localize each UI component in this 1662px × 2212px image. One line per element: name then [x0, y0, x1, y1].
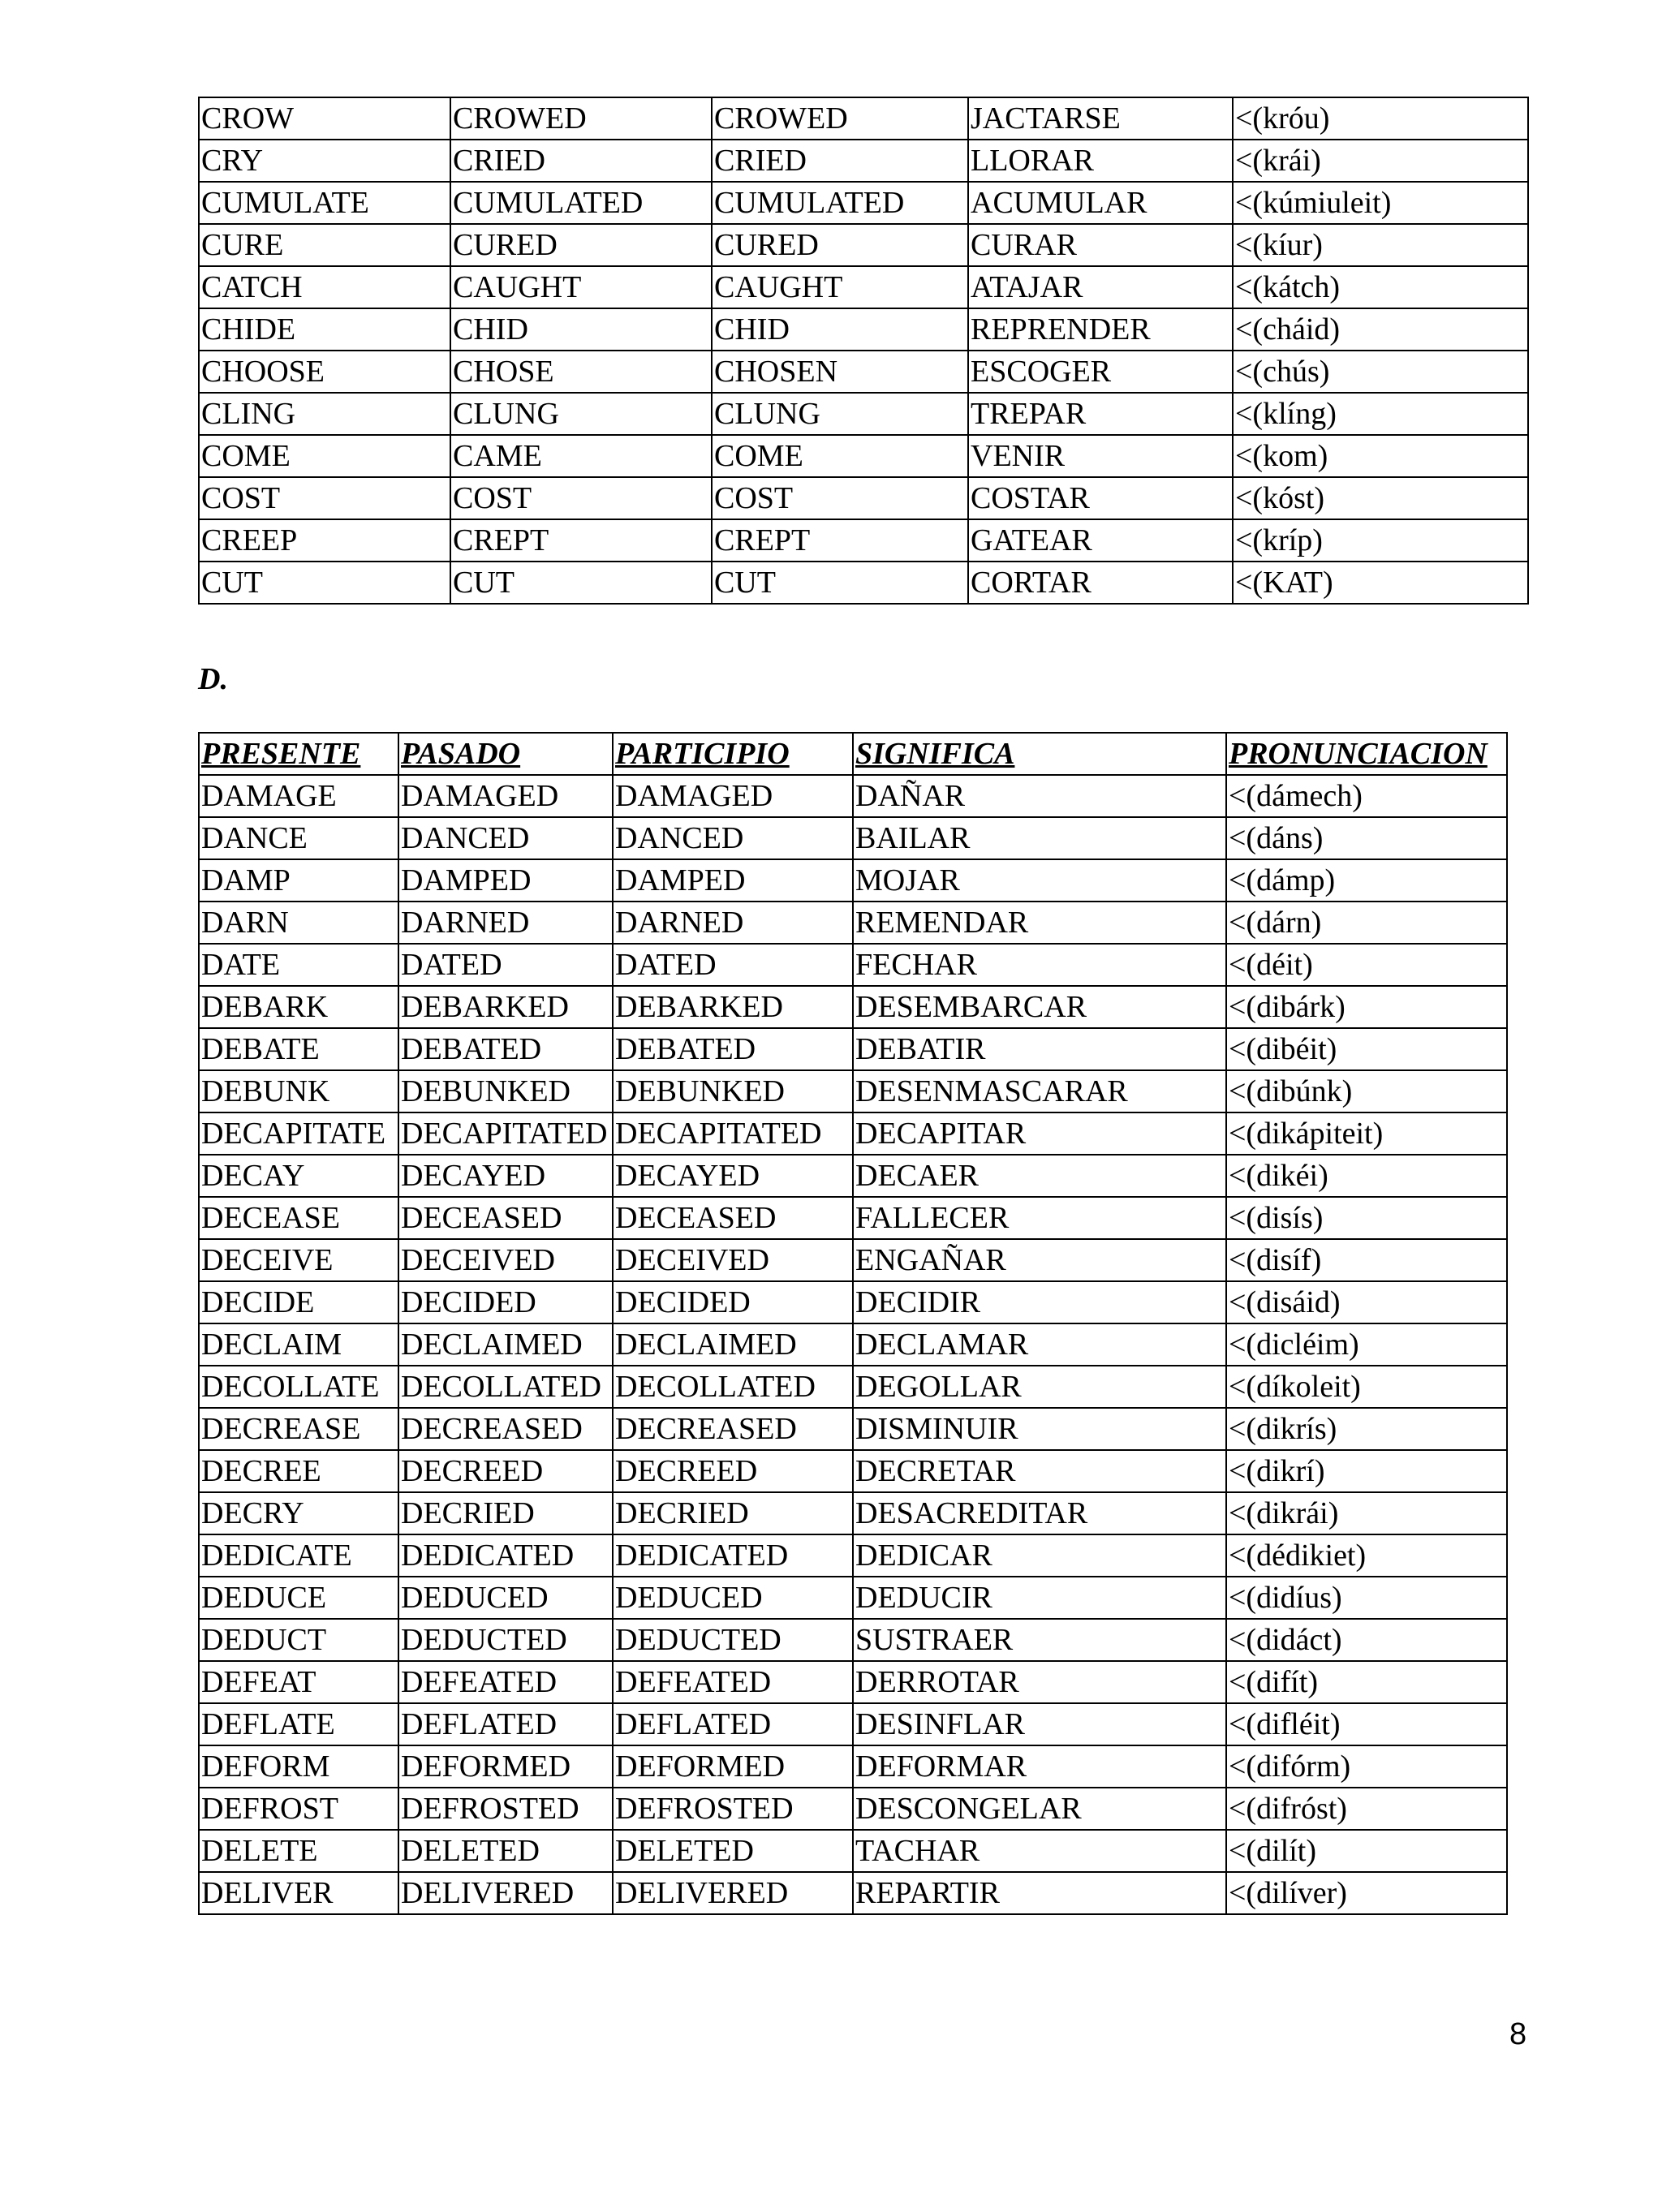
pronunciacion-cell: <(KAT): [1233, 562, 1528, 604]
significa-cell: VENIR: [968, 435, 1233, 477]
participio-cell: DECLAIMED: [613, 1323, 853, 1366]
participio-cell: COST: [712, 477, 968, 519]
table-row: [199, 1281, 1507, 1323]
presente-cell: DECLAIM: [199, 1323, 398, 1366]
pasado-cell: DEDUCED: [398, 1577, 613, 1619]
presente-cell: CURE: [199, 224, 450, 266]
participio-cell: DAMAGED: [613, 775, 853, 817]
presente-cell: COST: [199, 477, 450, 519]
participio-cell: CLUNG: [712, 393, 968, 435]
table-row: [199, 351, 1528, 393]
table-row: [199, 775, 1507, 817]
pronunciacion-cell: <(kom): [1233, 435, 1528, 477]
pronunciacion-cell: <(dámech): [1226, 775, 1507, 817]
pasado-cell: DEBATED: [398, 1028, 613, 1070]
table-row: [199, 1070, 1507, 1112]
participio-cell: DECREED: [613, 1450, 853, 1492]
participio-cell: CROWED: [712, 97, 968, 140]
significa-cell: DESEMBARCAR: [853, 986, 1226, 1028]
participio-cell: COME: [712, 435, 968, 477]
table-row: [199, 1830, 1507, 1872]
table-row: [199, 140, 1528, 182]
pronunciacion-cell: <(díkoleit): [1226, 1366, 1507, 1408]
table-row: [199, 519, 1528, 562]
pasado-cell: DEFEATED: [398, 1661, 613, 1703]
presente-cell: DEBUNK: [199, 1070, 398, 1112]
table-row: [199, 1788, 1507, 1830]
pronunciacion-cell: <(dárn): [1226, 902, 1507, 944]
significa-cell: DERROTAR: [853, 1661, 1226, 1703]
significa-cell: BAILAR: [853, 817, 1226, 859]
pronunciacion-cell: <(cháid): [1233, 308, 1528, 351]
pronunciacion-cell: <(dicléim): [1226, 1323, 1507, 1366]
table-row: [199, 1619, 1507, 1661]
significa-cell: TACHAR: [853, 1830, 1226, 1872]
pasado-cell: CURED: [450, 224, 712, 266]
table-row: [199, 944, 1507, 986]
pronunciacion-cell: <(dikrái): [1226, 1492, 1507, 1534]
table-row: [199, 393, 1528, 435]
participio-cell: DANCED: [613, 817, 853, 859]
significa-cell: TREPAR: [968, 393, 1233, 435]
presente-cell: DECOLLATE: [199, 1366, 398, 1408]
pasado-cell: CREPT: [450, 519, 712, 562]
significa-cell: SUSTRAER: [853, 1619, 1226, 1661]
presente-cell: CREEP: [199, 519, 450, 562]
presente-cell: CROW: [199, 97, 450, 140]
table-row: [199, 1534, 1507, 1577]
pasado-cell: CROWED: [450, 97, 712, 140]
presente-cell: DAMP: [199, 859, 398, 902]
table-row: [199, 1450, 1507, 1492]
pasado-cell: DECRIED: [398, 1492, 613, 1534]
table-row: [199, 1323, 1507, 1366]
presente-cell: CRY: [199, 140, 450, 182]
pronunciacion-cell: <(dilíver): [1226, 1872, 1507, 1914]
page-number: 8: [1509, 2017, 1527, 2051]
pronunciacion-cell: <(dédikiet): [1226, 1534, 1507, 1577]
significa-cell: REPRENDER: [968, 308, 1233, 351]
participio-cell: DEFEATED: [613, 1661, 853, 1703]
presente-cell: DECEIVE: [199, 1239, 398, 1281]
table-row: [199, 1112, 1507, 1155]
header-participio: PARTICIPIO: [613, 733, 853, 775]
pasado-cell: DECLAIMED: [398, 1323, 613, 1366]
presente-cell: DECIDE: [199, 1281, 398, 1323]
participio-cell: CUT: [712, 562, 968, 604]
presente-cell: DECAY: [199, 1155, 398, 1197]
presente-cell: COME: [199, 435, 450, 477]
table-row: [199, 902, 1507, 944]
table-row: [199, 182, 1528, 224]
pasado-cell: DEDICATED: [398, 1534, 613, 1577]
pasado-cell: DELIVERED: [398, 1872, 613, 1914]
presente-cell: CHIDE: [199, 308, 450, 351]
significa-cell: DECAER: [853, 1155, 1226, 1197]
presente-cell: DANCE: [199, 817, 398, 859]
pasado-cell: DECREED: [398, 1450, 613, 1492]
pronunciacion-cell: <(chús): [1233, 351, 1528, 393]
participio-cell: DECAYED: [613, 1155, 853, 1197]
pronunciacion-cell: <(dámp): [1226, 859, 1507, 902]
pasado-cell: CLUNG: [450, 393, 712, 435]
table-row: [199, 224, 1528, 266]
presente-cell: DAMAGE: [199, 775, 398, 817]
significa-cell: DEGOLLAR: [853, 1366, 1226, 1408]
significa-cell: CORTAR: [968, 562, 1233, 604]
pronunciacion-cell: <(disíf): [1226, 1239, 1507, 1281]
presente-cell: DECREASE: [199, 1408, 398, 1450]
section-label-d: D.: [198, 662, 228, 696]
pasado-cell: CRIED: [450, 140, 712, 182]
table-row: [199, 1703, 1507, 1745]
significa-cell: LLORAR: [968, 140, 1233, 182]
presente-cell: DEFORM: [199, 1745, 398, 1788]
pasado-cell: DECAPITATED: [398, 1112, 613, 1155]
pasado-cell: DELETED: [398, 1830, 613, 1872]
pronunciacion-cell: <(dikrí): [1226, 1450, 1507, 1492]
significa-cell: FALLECER: [853, 1197, 1226, 1239]
participio-cell: DATED: [613, 944, 853, 986]
pasado-cell: DEFLATED: [398, 1703, 613, 1745]
participio-cell: DEBARKED: [613, 986, 853, 1028]
participio-cell: CUMULATED: [712, 182, 968, 224]
significa-cell: DEBATIR: [853, 1028, 1226, 1070]
pronunciacion-cell: <(dáns): [1226, 817, 1507, 859]
participio-cell: DELIVERED: [613, 1872, 853, 1914]
participio-cell: DECEIVED: [613, 1239, 853, 1281]
participio-cell: DECRIED: [613, 1492, 853, 1534]
table-row: [199, 562, 1528, 604]
pronunciacion-cell: <(difórm): [1226, 1745, 1507, 1788]
pasado-cell: DARNED: [398, 902, 613, 944]
table-row: [199, 859, 1507, 902]
table-row: [199, 97, 1528, 140]
participio-cell: DECOLLATED: [613, 1366, 853, 1408]
participio-cell: DARNED: [613, 902, 853, 944]
header-pronunciacion: PRONUNCIACION: [1226, 733, 1507, 775]
pronunciacion-cell: <(kíur): [1233, 224, 1528, 266]
participio-cell: DEFROSTED: [613, 1788, 853, 1830]
pronunciacion-cell: <(dibárk): [1226, 986, 1507, 1028]
table-row: [199, 266, 1528, 308]
significa-cell: DISMINUIR: [853, 1408, 1226, 1450]
pasado-cell: DANCED: [398, 817, 613, 859]
presente-cell: DEFEAT: [199, 1661, 398, 1703]
table-row: [199, 1239, 1507, 1281]
presente-cell: DARN: [199, 902, 398, 944]
pasado-cell: DEDUCTED: [398, 1619, 613, 1661]
pasado-cell: CHOSE: [450, 351, 712, 393]
table-row: [199, 1872, 1507, 1914]
significa-cell: DECIDIR: [853, 1281, 1226, 1323]
table-row: [199, 1408, 1507, 1450]
participio-cell: CHOSEN: [712, 351, 968, 393]
significa-cell: DEFORMAR: [853, 1745, 1226, 1788]
presente-cell: CLING: [199, 393, 450, 435]
pasado-cell: CUT: [450, 562, 712, 604]
pronunciacion-cell: <(difléit): [1226, 1703, 1507, 1745]
significa-cell: JACTARSE: [968, 97, 1233, 140]
participio-cell: CRIED: [712, 140, 968, 182]
significa-cell: DECRETAR: [853, 1450, 1226, 1492]
pasado-cell: DEFORMED: [398, 1745, 613, 1788]
presente-cell: DELIVER: [199, 1872, 398, 1914]
participio-cell: DEFLATED: [613, 1703, 853, 1745]
table-row: [199, 986, 1507, 1028]
participio-cell: DEDUCED: [613, 1577, 853, 1619]
presente-cell: DEFLATE: [199, 1703, 398, 1745]
pasado-cell: DAMAGED: [398, 775, 613, 817]
significa-cell: ATAJAR: [968, 266, 1233, 308]
pasado-cell: DECEIVED: [398, 1239, 613, 1281]
participio-cell: CHID: [712, 308, 968, 351]
presente-cell: DELETE: [199, 1830, 398, 1872]
pasado-cell: DECIDED: [398, 1281, 613, 1323]
presente-cell: DECAPITATE: [199, 1112, 398, 1155]
pronunciacion-cell: <(didáct): [1226, 1619, 1507, 1661]
pasado-cell: DEBARKED: [398, 986, 613, 1028]
pronunciacion-cell: <(didíus): [1226, 1577, 1507, 1619]
presente-cell: DECREE: [199, 1450, 398, 1492]
significa-cell: REPARTIR: [853, 1872, 1226, 1914]
pasado-cell: DATED: [398, 944, 613, 986]
significa-cell: REMENDAR: [853, 902, 1226, 944]
table-row: [199, 1661, 1507, 1703]
pasado-cell: DAMPED: [398, 859, 613, 902]
participio-cell: CREPT: [712, 519, 968, 562]
pronunciacion-cell: <(dibúnk): [1226, 1070, 1507, 1112]
significa-cell: DECAPITAR: [853, 1112, 1226, 1155]
pasado-cell: DECAYED: [398, 1155, 613, 1197]
participio-cell: DAMPED: [613, 859, 853, 902]
table-row: [199, 817, 1507, 859]
significa-cell: ENGAÑAR: [853, 1239, 1226, 1281]
header-pasado: PASADO: [398, 733, 613, 775]
pasado-cell: DECOLLATED: [398, 1366, 613, 1408]
significa-cell: MOJAR: [853, 859, 1226, 902]
pronunciacion-cell: <(dikápiteit): [1226, 1112, 1507, 1155]
participio-cell: DEDICATED: [613, 1534, 853, 1577]
significa-cell: FECHAR: [853, 944, 1226, 986]
significa-cell: DEDUCIR: [853, 1577, 1226, 1619]
pronunciacion-cell: <(kúmiuleit): [1233, 182, 1528, 224]
table-row: [199, 308, 1528, 351]
pasado-cell: CAUGHT: [450, 266, 712, 308]
significa-cell: ESCOGER: [968, 351, 1233, 393]
presente-cell: CUT: [199, 562, 450, 604]
significa-cell: DAÑAR: [853, 775, 1226, 817]
participio-cell: CURED: [712, 224, 968, 266]
pronunciacion-cell: <(krái): [1233, 140, 1528, 182]
pronunciacion-cell: <(dikéi): [1226, 1155, 1507, 1197]
pronunciacion-cell: <(króu): [1233, 97, 1528, 140]
table-row: [199, 1366, 1507, 1408]
participio-cell: DECEASED: [613, 1197, 853, 1239]
significa-cell: ACUMULAR: [968, 182, 1233, 224]
presente-cell: DEBARK: [199, 986, 398, 1028]
pronunciacion-cell: <(dibéit): [1226, 1028, 1507, 1070]
table-row: [199, 435, 1528, 477]
table-row: [199, 1492, 1507, 1534]
presente-cell: DEDUCT: [199, 1619, 398, 1661]
participio-cell: CAUGHT: [712, 266, 968, 308]
significa-cell: DECLAMAR: [853, 1323, 1226, 1366]
header-significa: SIGNIFICA: [853, 733, 1226, 775]
participio-cell: DEFORMED: [613, 1745, 853, 1788]
presente-cell: DEFROST: [199, 1788, 398, 1830]
significa-cell: DESCONGELAR: [853, 1788, 1226, 1830]
presente-cell: DATE: [199, 944, 398, 986]
header-presente: PRESENTE: [199, 733, 398, 775]
pronunciacion-cell: <(kóst): [1233, 477, 1528, 519]
pronunciacion-cell: <(disáid): [1226, 1281, 1507, 1323]
pronunciacion-cell: <(kríp): [1233, 519, 1528, 562]
significa-cell: COSTAR: [968, 477, 1233, 519]
verb-table-d: [198, 732, 1508, 1915]
table-header-row: [199, 733, 1507, 775]
significa-cell: DESACREDITAR: [853, 1492, 1226, 1534]
pasado-cell: CAME: [450, 435, 712, 477]
pasado-cell: COST: [450, 477, 712, 519]
significa-cell: DESENMASCARAR: [853, 1070, 1226, 1112]
participio-cell: DEBATED: [613, 1028, 853, 1070]
significa-cell: DESINFLAR: [853, 1703, 1226, 1745]
presente-cell: DEBATE: [199, 1028, 398, 1070]
significa-cell: DEDICAR: [853, 1534, 1226, 1577]
pronunciacion-cell: <(difít): [1226, 1661, 1507, 1703]
pronunciacion-cell: <(déit): [1226, 944, 1507, 986]
table-row: [199, 1028, 1507, 1070]
participio-cell: DECREASED: [613, 1408, 853, 1450]
presente-cell: DEDICATE: [199, 1534, 398, 1577]
pasado-cell: CHID: [450, 308, 712, 351]
significa-cell: CURAR: [968, 224, 1233, 266]
presente-cell: CATCH: [199, 266, 450, 308]
pasado-cell: DEFROSTED: [398, 1788, 613, 1830]
pasado-cell: DEBUNKED: [398, 1070, 613, 1112]
participio-cell: DELETED: [613, 1830, 853, 1872]
pasado-cell: CUMULATED: [450, 182, 712, 224]
participio-cell: DEDUCTED: [613, 1619, 853, 1661]
presente-cell: DECRY: [199, 1492, 398, 1534]
table-row: [199, 1577, 1507, 1619]
verb-table-c: [198, 97, 1529, 605]
pasado-cell: DECEASED: [398, 1197, 613, 1239]
presente-cell: CUMULATE: [199, 182, 450, 224]
pronunciacion-cell: <(kátch): [1233, 266, 1528, 308]
participio-cell: DEBUNKED: [613, 1070, 853, 1112]
presente-cell: CHOOSE: [199, 351, 450, 393]
pasado-cell: DECREASED: [398, 1408, 613, 1450]
presente-cell: DECEASE: [199, 1197, 398, 1239]
pronunciacion-cell: <(difróst): [1226, 1788, 1507, 1830]
pronunciacion-cell: <(dikrís): [1226, 1408, 1507, 1450]
table-row: [199, 1197, 1507, 1239]
pronunciacion-cell: <(dilít): [1226, 1830, 1507, 1872]
pronunciacion-cell: <(klíng): [1233, 393, 1528, 435]
table-row: [199, 1155, 1507, 1197]
participio-cell: DECAPITATED: [613, 1112, 853, 1155]
pronunciacion-cell: <(disís): [1226, 1197, 1507, 1239]
table-row: [199, 477, 1528, 519]
table-row: [199, 1745, 1507, 1788]
presente-cell: DEDUCE: [199, 1577, 398, 1619]
significa-cell: GATEAR: [968, 519, 1233, 562]
participio-cell: DECIDED: [613, 1281, 853, 1323]
